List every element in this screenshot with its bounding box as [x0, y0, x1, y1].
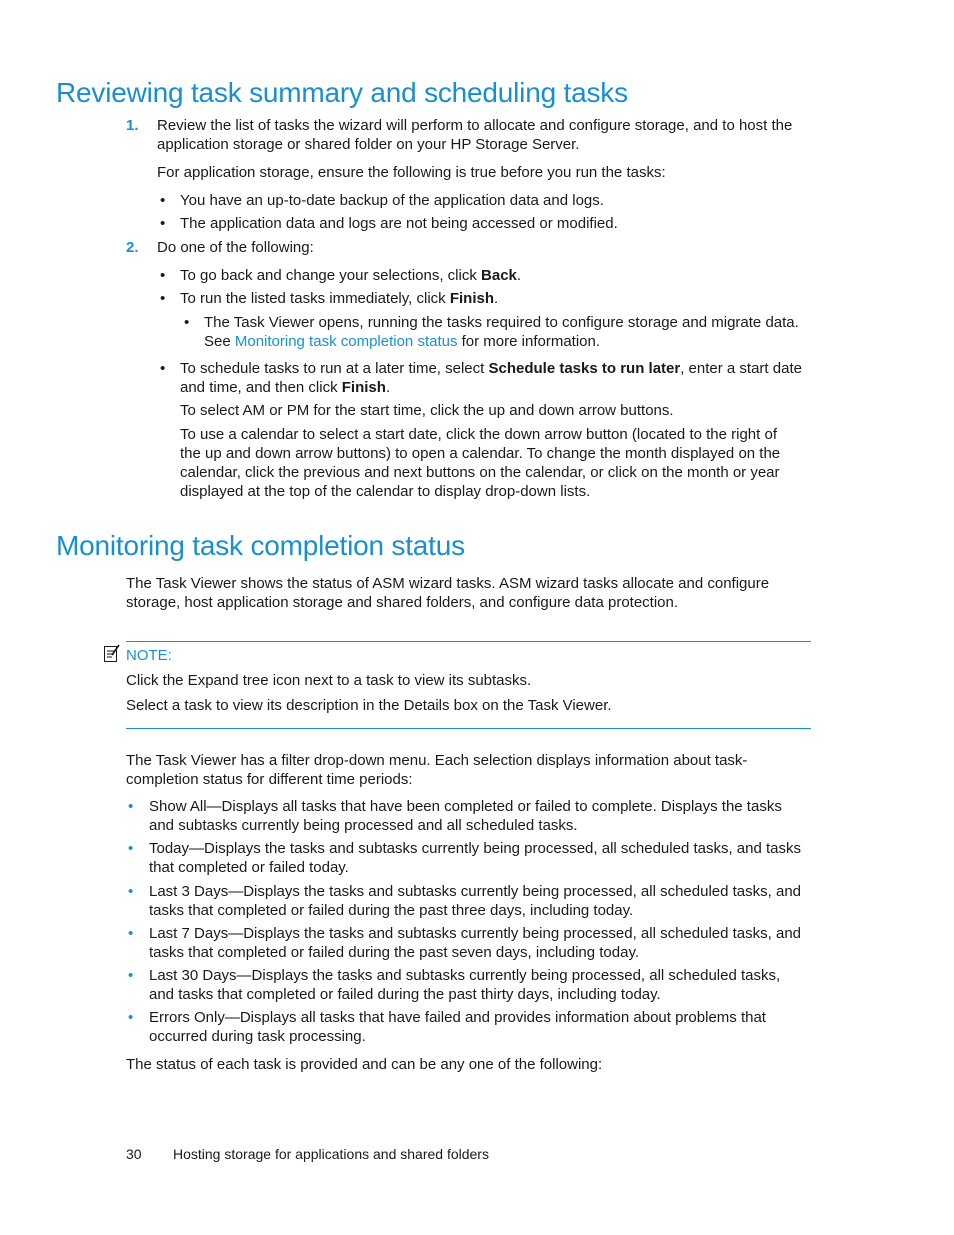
step-2-bullet-finish: To run the listed tasks immediately, click Finish.: [180, 290, 499, 307]
filter-show-all: Show All—Displays all tasks that have been completed or failed to complete. Displays the tasks and subtasks currently being processed and all scheduled tasks.: [149, 798, 782, 834]
calendar-paragraph: To use a calendar to select a start date, click the down arrow button (located to the right of the up and down arrow buttons) to open a calendar. To change the month displayed on the calendar, click the previous and next buttons on the calendar, or click on the month or year displayed at the top of the calendar to display drop-down lists.: [180, 426, 781, 500]
filter-intro: The Task Viewer has a filter drop-down menu. Each selection displays information about task-completion status for different time periods:: [126, 752, 748, 788]
status-intro: The status of each task is provided and can be any one of the following:: [126, 1056, 603, 1073]
bullet-marker: •: [160, 360, 166, 377]
footer-title: Hosting storage for applications and shared folders: [173, 1146, 489, 1162]
filter-last-7-days: Last 7 Days—Displays the tasks and subtasks currently being processed, all scheduled tasks, and tasks that completed or failed during the past seven days, including today.: [149, 925, 802, 961]
step-2-bullet-back: To go back and change your selections, click Back.: [180, 267, 522, 284]
filter-last-3-days: Last 3 Days—Displays the tasks and subtasks currently being processed, all scheduled tasks, and tasks that completed or failed during the past three days, including today.: [149, 883, 802, 919]
step-1-paragraph: For application storage, ensure the following is true before you run the tasks:: [157, 164, 666, 181]
section-heading-monitoring: Monitoring task completion status: [56, 530, 465, 561]
step-2-text: Do one of the following:: [157, 239, 314, 256]
step-1-text: Review the list of tasks the wizard will perform to allocate and configure storage, and to host the application storage or shared folder on your HP Storage Server.: [157, 117, 793, 153]
step-1-bullet-1: You have an up-to-date backup of the application data and logs.: [180, 192, 604, 209]
page-number: 30: [126, 1146, 142, 1162]
bullet-marker: •: [160, 290, 166, 307]
bullet-marker: •: [184, 314, 190, 331]
monitoring-intro: The Task Viewer shows the status of ASM wizard tasks. ASM wizard tasks allocate and configure storage, host application storage and shared folders, and configure data protection.: [126, 575, 770, 611]
step-number-1: 1.: [126, 117, 139, 134]
step-number-2: 2.: [126, 239, 139, 256]
step-2-bullet-schedule: To schedule tasks to run at a later time, select Schedule tasks to run later, enter a start date and time, and then click Finish.: [180, 360, 802, 396]
note-label: NOTE:: [126, 647, 172, 664]
sub-bullet-task-viewer: The Task Viewer opens, running the tasks required to configure storage and migrate data. See Monitoring task completion status for more information.: [204, 314, 799, 350]
monitoring-link[interactable]: Monitoring task completion status: [234, 333, 458, 350]
note-top-rule: [126, 641, 811, 642]
filter-errors-only: Errors Only—Displays all tasks that have failed and provides information about problems that occurred during task processing.: [149, 1009, 766, 1045]
note-bottom-rule: [126, 728, 811, 729]
bullet-marker: •: [128, 967, 134, 984]
bullet-marker: •: [160, 192, 166, 209]
filter-last-30-days: Last 30 Days—Displays the tasks and subtasks currently being processed, all scheduled tasks, and tasks that completed or failed during the past thirty days, including today.: [149, 967, 781, 1003]
filter-today: Today—Displays the tasks and subtasks currently being processed, all scheduled tasks, and tasks that completed or failed today.: [149, 840, 802, 876]
bullet-marker: •: [128, 883, 134, 900]
bullet-marker: •: [128, 925, 134, 942]
bullet-marker: •: [160, 215, 166, 232]
bullet-marker: •: [128, 840, 134, 857]
note-line-2: Select a task to view its description in the Details box on the Task Viewer.: [126, 697, 612, 714]
section-heading-reviewing: Reviewing task summary and scheduling tasks: [56, 77, 628, 108]
bullet-marker: •: [128, 798, 134, 815]
note-icon: [103, 643, 121, 663]
bullet-marker: •: [160, 267, 166, 284]
ampm-paragraph: To select AM or PM for the start time, click the up and down arrow buttons.: [180, 402, 674, 419]
bullet-marker: •: [128, 1009, 134, 1026]
step-1-bullet-2: The application data and logs are not being accessed or modified.: [180, 215, 618, 232]
note-line-1: Click the Expand tree icon next to a task to view its subtasks.: [126, 672, 532, 689]
